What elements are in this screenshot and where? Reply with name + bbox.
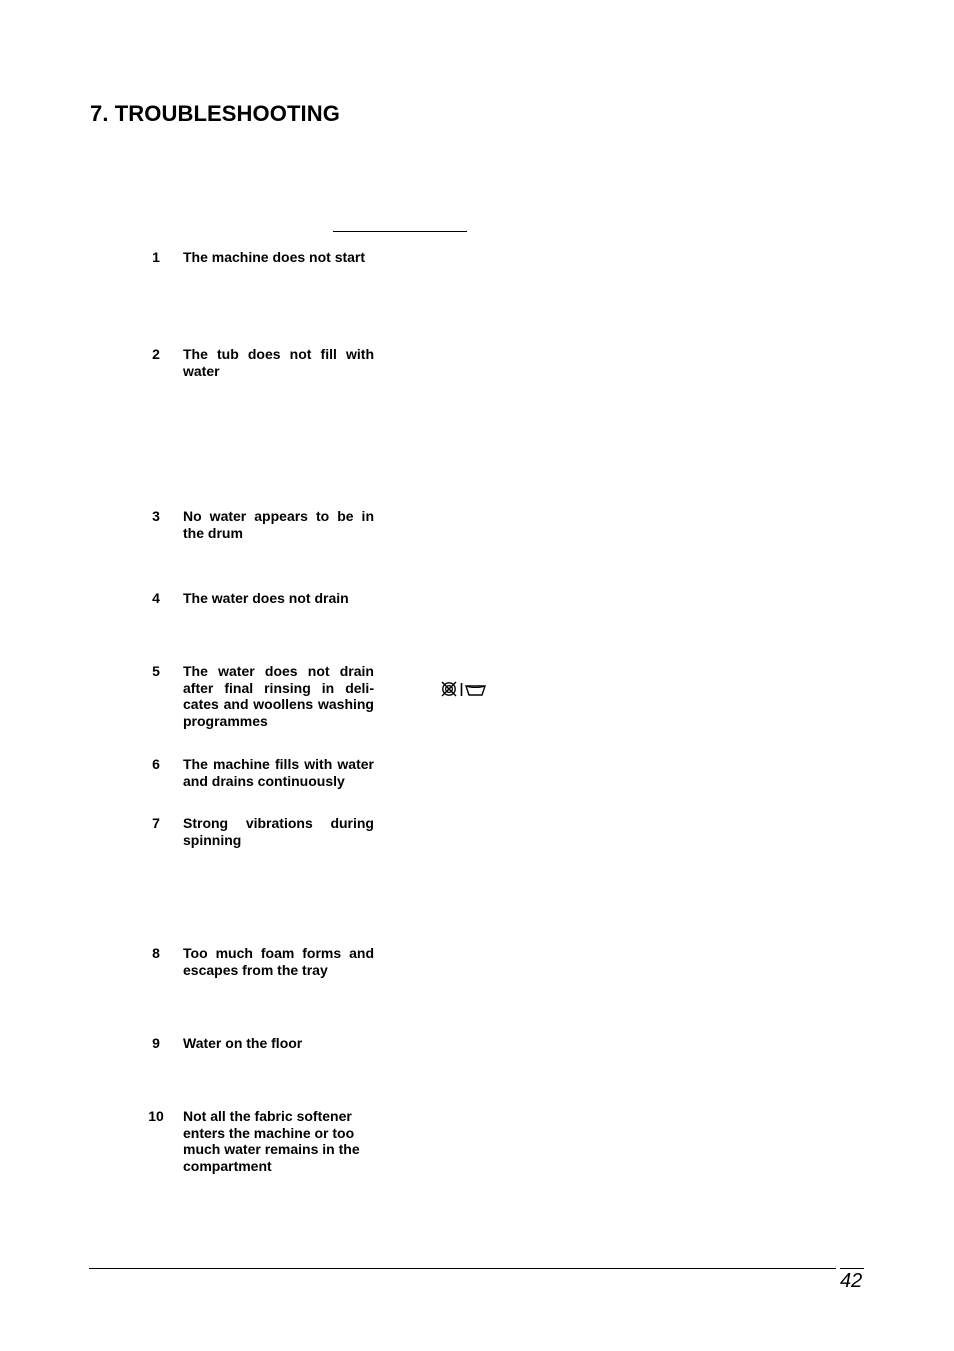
page-number: 42: [840, 1270, 863, 1292]
problem-text: The machine does not start: [183, 249, 366, 265]
problem-item: [147, 756, 377, 789]
program-symbol-group: [440, 681, 488, 699]
problem-text: Water on the floor: [183, 1035, 303, 1051]
problem-number: 10: [148, 1108, 164, 1124]
problem-number: 7: [152, 815, 160, 831]
problem-item: [147, 1035, 377, 1052]
problem-item: [147, 590, 377, 607]
problem-number: 6: [152, 756, 160, 772]
problem-number: 3: [152, 508, 160, 524]
footer-rule: [89, 1268, 836, 1269]
problem-number: 4: [152, 590, 160, 606]
problem-text: No water appears to be in the drum: [183, 508, 374, 541]
problem-item: [147, 249, 377, 266]
problem-text: The water does not drain: [183, 590, 349, 606]
problem-text: Not all the fabric softener enters the machine or too much water remains in the compartment: [183, 1108, 360, 1174]
problem-number: 9: [152, 1035, 160, 1051]
problem-item: [147, 508, 377, 541]
problem-item: [147, 663, 377, 729]
problem-item: [147, 346, 377, 379]
problem-number: 8: [152, 945, 160, 961]
problem-item: [147, 1108, 377, 1174]
problem-text: The tub does not fill with water: [183, 346, 374, 379]
page-title: 7. TROUBLESHOOTING: [90, 101, 340, 126]
rinse-hold-icon: [442, 682, 456, 696]
problem-number: 5: [152, 663, 160, 679]
problem-item: [147, 815, 377, 848]
problem-item: [147, 945, 377, 978]
problem-number: 2: [152, 346, 160, 362]
header-rule: [333, 231, 467, 232]
problem-text: The machine fills with water and drains continuously: [183, 756, 374, 789]
problem-text: Strong vibrations during spinning: [183, 815, 374, 848]
footer-rule-page: [840, 1268, 864, 1269]
problem-number: 1: [152, 249, 160, 265]
problem-text: The water does not drain after final rinsing in delicates and woollens washing programmes: [183, 663, 374, 729]
problem-text: Too much foam forms and escapes from the tray: [183, 945, 374, 978]
